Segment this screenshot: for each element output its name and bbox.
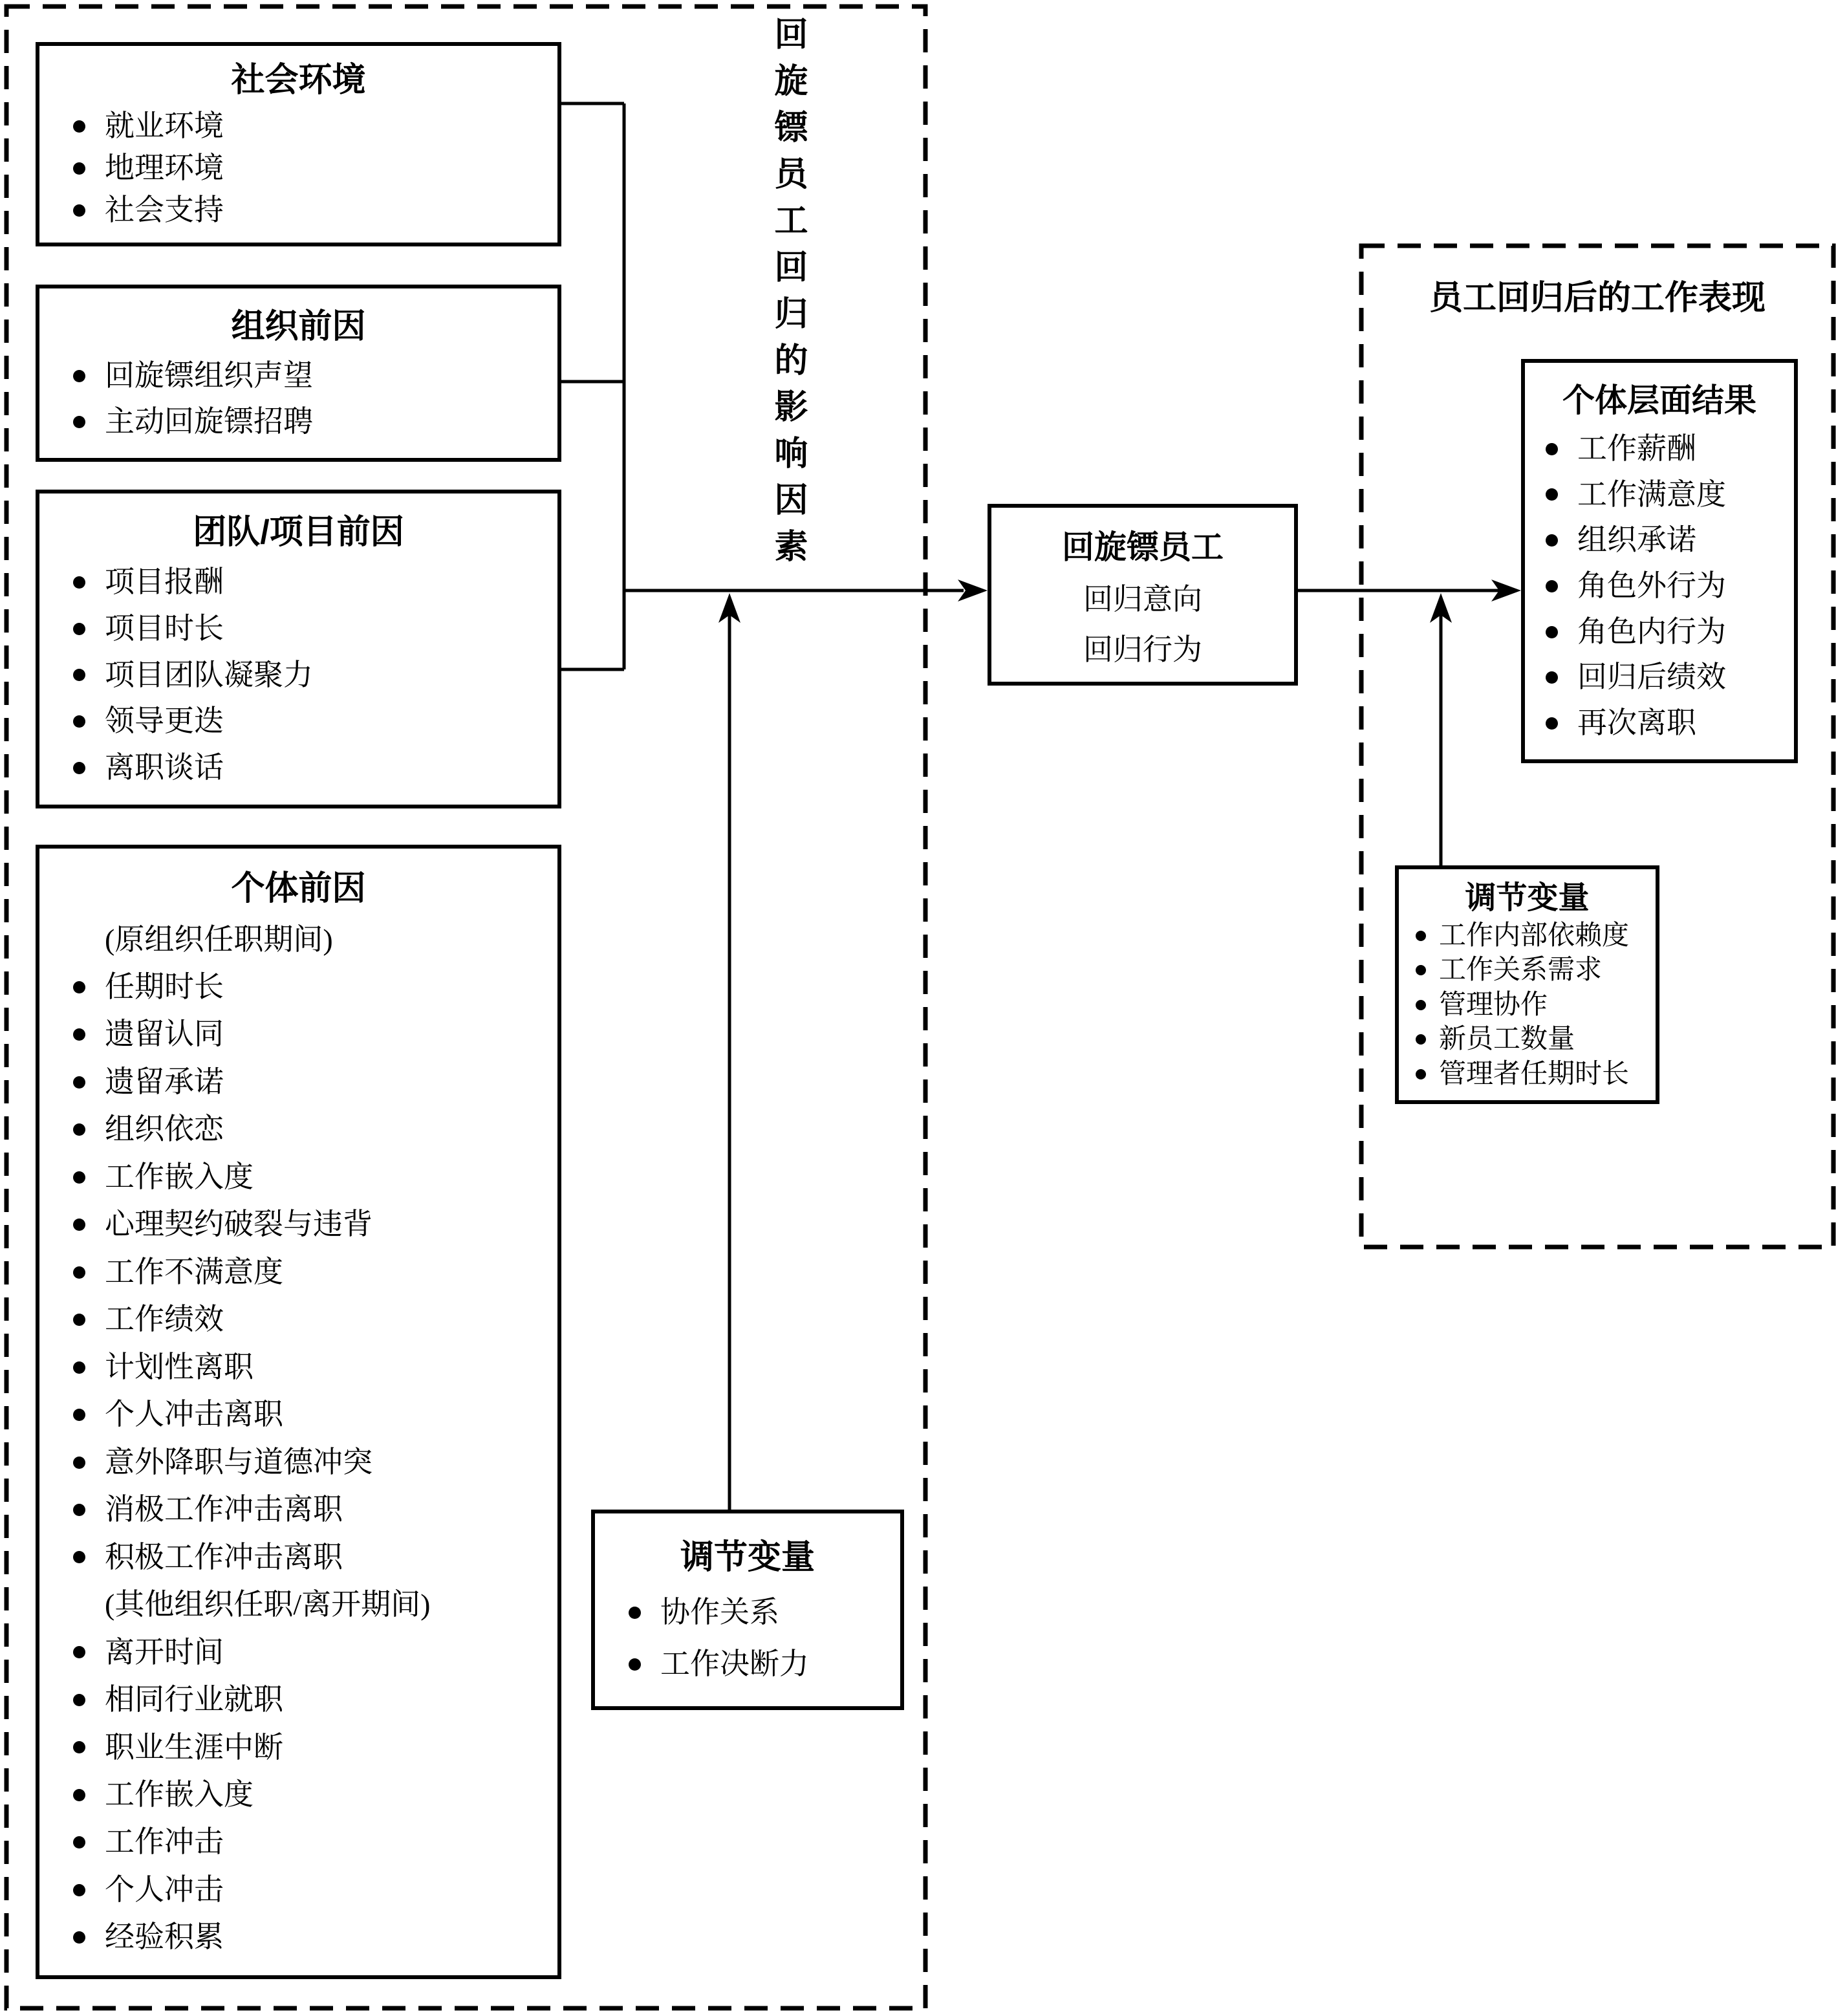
list-item <box>51 1113 546 1146</box>
list-item-label: 新员工数量 <box>1439 1024 1575 1055</box>
list-item <box>1410 955 1644 985</box>
list-item <box>51 752 546 785</box>
bullet-dot-icon <box>73 1076 85 1089</box>
list-item <box>1537 616 1782 649</box>
bullet-dot-icon <box>1416 1034 1426 1045</box>
bullet-dot-icon <box>629 1607 641 1619</box>
bullet-dot-icon <box>73 981 85 993</box>
list-item <box>51 406 546 439</box>
bullet-dot-icon <box>73 1551 85 1563</box>
list-item-label: 工作嵌入度 <box>105 1777 254 1811</box>
list-item-label: 工作绩效 <box>105 1303 224 1336</box>
bullet-dot-icon <box>73 1789 85 1801</box>
list-item-label: 离开时间 <box>105 1635 224 1669</box>
list-item <box>1537 661 1782 694</box>
list-item <box>1410 1059 1644 1089</box>
center-box-line: 回归行为 <box>1083 633 1202 666</box>
list-item <box>51 110 546 143</box>
list-item-label: 项目报酬 <box>105 565 224 599</box>
bullet-dot-icon <box>73 1314 85 1326</box>
list-item <box>51 1446 546 1479</box>
list-item-label: 工作满意度 <box>1577 477 1726 511</box>
bullet-dot-icon <box>1546 534 1558 547</box>
list-item-label: 工作嵌入度 <box>105 1160 254 1193</box>
bullet-dot-icon <box>1416 1069 1426 1079</box>
list-item-label: 经验积累 <box>105 1920 224 1954</box>
list-item <box>51 1208 546 1241</box>
list-item <box>51 1256 546 1289</box>
bullet-dot-icon <box>73 416 85 428</box>
list-item <box>51 1398 546 1431</box>
list-item <box>51 152 546 185</box>
bullet-dot-icon <box>1546 580 1558 592</box>
list-item <box>51 194 546 227</box>
list-item <box>1537 707 1782 740</box>
list-item <box>51 1921 546 1954</box>
section-subheader: (其他组织任职/离开期间) <box>105 1588 431 1621</box>
bullet-dot-icon <box>73 762 85 774</box>
bullet-dot-icon <box>73 1884 85 1896</box>
list-item <box>607 1648 889 1681</box>
box-title: 个体前因 <box>231 869 366 907</box>
list-item-label: 工作冲击 <box>105 1825 224 1859</box>
list-item-label: 个人冲击离职 <box>105 1398 283 1431</box>
list-item <box>51 1161 546 1194</box>
bullet-dot-icon <box>73 1836 85 1848</box>
bullet-dot-icon <box>73 669 85 681</box>
list-item-label: 领导更迭 <box>105 704 224 738</box>
list-item <box>51 1684 546 1717</box>
list-item-label: 离职谈话 <box>105 751 224 785</box>
list-item-label: 遗留认同 <box>105 1017 224 1051</box>
bullet-dot-icon <box>73 1504 85 1516</box>
list-item <box>51 360 546 393</box>
list-item <box>607 1596 889 1629</box>
list-item <box>1410 921 1644 951</box>
bullet-dot-icon <box>73 1741 85 1753</box>
list-item-label: 主动回旋镖招聘 <box>105 405 313 439</box>
list-item-label: 遗留承诺 <box>105 1065 224 1098</box>
left-moderator-box <box>591 1510 904 1710</box>
center-box-line: 回归意向 <box>1083 582 1202 616</box>
box-title: 个体层面结果 <box>1562 382 1756 419</box>
list-item-label: 计划性离职 <box>105 1350 254 1383</box>
list-item-label: 角色外行为 <box>1577 569 1726 602</box>
box-title: 调节变量 <box>680 1539 815 1577</box>
bullet-dot-icon <box>73 162 85 175</box>
list-item <box>51 1826 546 1859</box>
list-item <box>1410 990 1644 1020</box>
list-item <box>51 1493 546 1526</box>
bullet-dot-icon <box>1416 965 1426 975</box>
bullet-dot-icon <box>73 370 85 382</box>
list-item-label: 项目时长 <box>105 611 224 645</box>
team-project-antecedents-box <box>36 490 561 808</box>
bullet-dot-icon <box>1416 1000 1426 1010</box>
organizational-antecedents-box <box>36 285 561 462</box>
list-item-label: 积极工作冲击离职 <box>105 1540 343 1574</box>
bullet-dot-icon <box>73 1361 85 1374</box>
bullet-dot-icon <box>73 576 85 589</box>
list-item-label: 项目团队凝聚力 <box>105 658 313 691</box>
list-item <box>51 1066 546 1099</box>
list-item <box>1537 433 1782 466</box>
list-item-label: 相同行业就职 <box>105 1683 283 1717</box>
list-item-label: 任期时长 <box>105 970 224 1004</box>
list-item-label: 消极工作冲击离职 <box>105 1493 343 1526</box>
list-item-label: 回归后绩效 <box>1577 660 1726 694</box>
list-item <box>1537 570 1782 603</box>
social-environment-box <box>36 42 561 246</box>
list-item <box>1537 479 1782 512</box>
bullet-dot-icon <box>1546 488 1558 501</box>
section-subheader: (原组织任职期间) <box>105 922 333 956</box>
bullet-dot-icon <box>73 1028 85 1041</box>
bullet-dot-icon <box>73 1219 85 1231</box>
bullet-dot-icon <box>1546 671 1558 684</box>
box-title: 调节变量 <box>1465 881 1590 916</box>
list-item-label: 意外降职与道德冲突 <box>105 1445 373 1479</box>
bullet-dot-icon <box>73 1457 85 1469</box>
list-item-label: 个人冲击 <box>105 1872 224 1906</box>
bullet-dot-icon <box>1546 443 1558 455</box>
list-item-label: 组织依恋 <box>105 1112 224 1146</box>
list-item-label: 再次离职 <box>1577 706 1696 740</box>
list-item-label: 工作关系需求 <box>1439 955 1603 986</box>
list-item <box>51 1874 546 1907</box>
bullet-dot-icon <box>73 120 85 133</box>
list-item-label: 协作关系 <box>660 1596 779 1629</box>
list-item-label: 管理协作 <box>1439 990 1548 1020</box>
list-item-label: 职业生涯中断 <box>105 1730 283 1764</box>
box-title: 回旋镖员工 <box>1062 528 1224 565</box>
list-item <box>1537 524 1782 557</box>
list-item <box>51 1636 546 1669</box>
bullet-dot-icon <box>73 1694 85 1706</box>
bullet-dot-icon <box>73 1931 85 1944</box>
list-item <box>51 971 546 1004</box>
list-item-label: 工作薪酬 <box>1577 431 1696 465</box>
list-item-label: 工作决断力 <box>660 1647 809 1681</box>
list-item-label: 就业环境 <box>105 109 224 142</box>
list-item-label: 管理者任期时长 <box>1439 1059 1630 1089</box>
list-item <box>51 1731 546 1764</box>
list-item-label: 社会支持 <box>105 193 224 226</box>
bullet-dot-icon <box>1546 626 1558 638</box>
list-item-label: 心理契约破裂与违背 <box>105 1208 373 1241</box>
bullet-dot-icon <box>73 1409 85 1421</box>
bullet-dot-icon <box>73 623 85 635</box>
bullet-dot-icon <box>73 204 85 217</box>
bullet-dot-icon <box>1546 717 1558 730</box>
list-item <box>51 705 546 738</box>
box-title: 团队/项目前因 <box>193 514 404 552</box>
list-item <box>1410 1024 1644 1054</box>
list-item <box>51 659 546 692</box>
bullet-dot-icon <box>73 1646 85 1658</box>
list-item <box>51 1303 546 1336</box>
list-item <box>51 1018 546 1051</box>
bullet-dot-icon <box>73 1171 85 1184</box>
individual-antecedents-box <box>36 845 561 1979</box>
bullet-dot-icon <box>73 1123 85 1136</box>
boomerang-employee-box <box>988 504 1298 686</box>
right-region-title: 员工回归后的工作表现 <box>1429 279 1766 317</box>
list-item <box>51 566 546 599</box>
box-title: 组织前因 <box>231 308 366 346</box>
list-item-label: 工作内部依赖度 <box>1439 920 1630 951</box>
list-item <box>51 612 546 645</box>
box-title: 社会环境 <box>231 61 366 100</box>
list-item-label: 组织承诺 <box>1577 523 1696 557</box>
list-item <box>51 1779 546 1812</box>
bullet-dot-icon <box>1416 931 1426 941</box>
list-item-label: 地理环境 <box>105 151 224 184</box>
bullet-dot-icon <box>629 1658 641 1671</box>
list-item <box>51 1541 546 1574</box>
list-item-label: 工作不满意度 <box>105 1255 283 1288</box>
right-moderator-box <box>1395 865 1659 1104</box>
left-region-vertical-title: 回旋镖员工回归的影响因素 <box>769 16 806 575</box>
individual-outcomes-box <box>1521 359 1798 763</box>
list-item-label: 角色内行为 <box>1577 614 1726 648</box>
list-item-label: 回旋镖组织声望 <box>105 359 313 393</box>
bullet-dot-icon <box>73 715 85 728</box>
bullet-dot-icon <box>73 1266 85 1279</box>
list-item <box>51 1351 546 1384</box>
